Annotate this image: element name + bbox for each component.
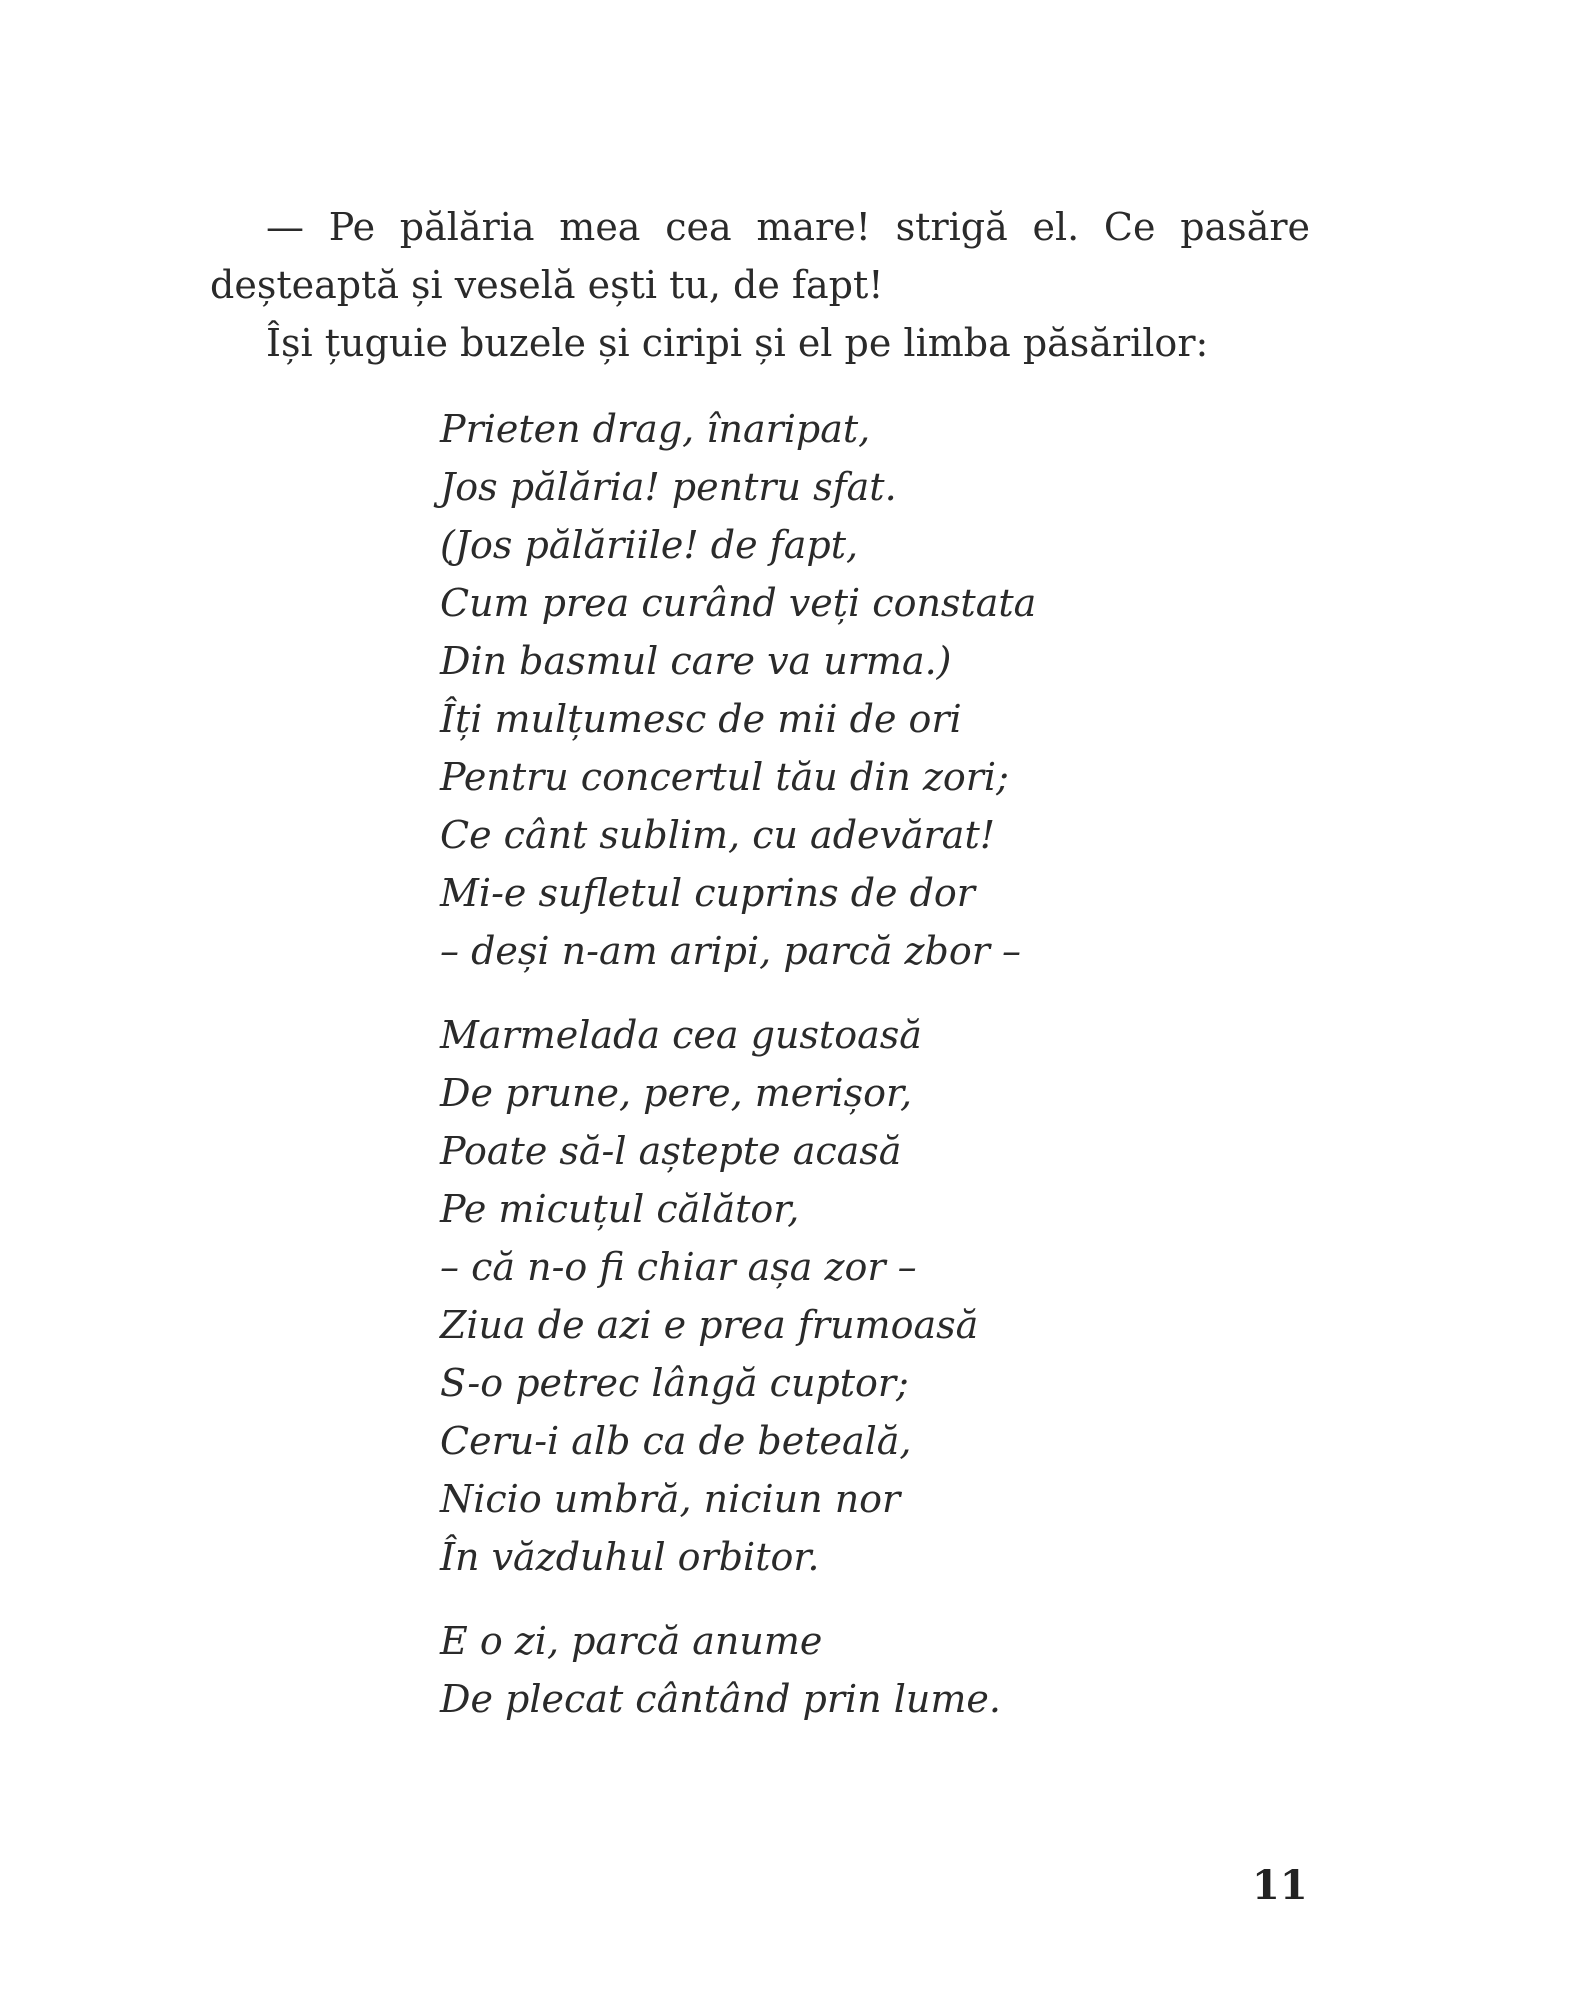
poem-verse: – deși n-am aripi, parcă zbor – — [440, 929, 1021, 973]
prose-paragraph-2: Își țuguie buzele și ciripi și el pe limba păsărilor: — [266, 321, 1209, 365]
poem-verse: S-o petrec lângă cuptor; — [440, 1361, 909, 1405]
prose-paragraph-1-line-1: — Pe pălăria mea cea mare! strigă el. Ce pasăre — [266, 205, 1310, 249]
poem — [440, 400, 1340, 1754]
prose-block — [210, 198, 1310, 372]
poem-verse: Poate să-l aștepte acasă — [440, 1129, 902, 1173]
poem-verse: Nicio umbră, niciun nor — [440, 1477, 901, 1521]
poem-stanza-3 — [440, 1612, 1340, 1728]
poem-verse: De prune, pere, merișor, — [440, 1071, 913, 1115]
poem-verse: Îți mulțumesc de mii de ori — [440, 697, 962, 741]
poem-verse: Marmelada cea gustoasă — [440, 1013, 922, 1057]
poem-verse: Ziua de azi e prea frumoasă — [440, 1303, 979, 1347]
poem-verse: În văzduhul orbitor. — [440, 1535, 820, 1579]
poem-verse: – că n-o fi chiar așa zor – — [440, 1245, 917, 1289]
poem-verse: Ce cânt sublim, cu adevărat! — [440, 813, 995, 857]
poem-verse: E o zi, parcă anume — [440, 1619, 823, 1663]
poem-verse: Jos pălăria! pentru sfat. — [440, 465, 897, 509]
poem-verse: Pe micuțul călător, — [440, 1187, 800, 1231]
poem-verse: Prieten drag, înaripat, — [440, 407, 871, 451]
poem-verse: Pentru concertul tău din zori; — [440, 755, 1009, 799]
poem-verse: Ceru-i alb ca de beteală, — [440, 1419, 912, 1463]
poem-verse: Cum prea curând veți constata — [440, 581, 1037, 625]
page-number: 11 — [1252, 1862, 1308, 1909]
prose-paragraph-1-line-2: deșteaptă și veselă ești tu, de fapt! — [210, 263, 884, 307]
poem-verse: Din basmul care va urma.) — [440, 639, 952, 683]
poem-verse: (Jos pălăriile! de fapt, — [440, 523, 859, 567]
poem-stanza-1 — [440, 400, 1340, 980]
poem-stanza-2 — [440, 1006, 1340, 1586]
poem-verse: Mi-e sufletul cuprins de dor — [440, 871, 975, 915]
poem-verse: De plecat cântând prin lume. — [440, 1677, 1001, 1721]
